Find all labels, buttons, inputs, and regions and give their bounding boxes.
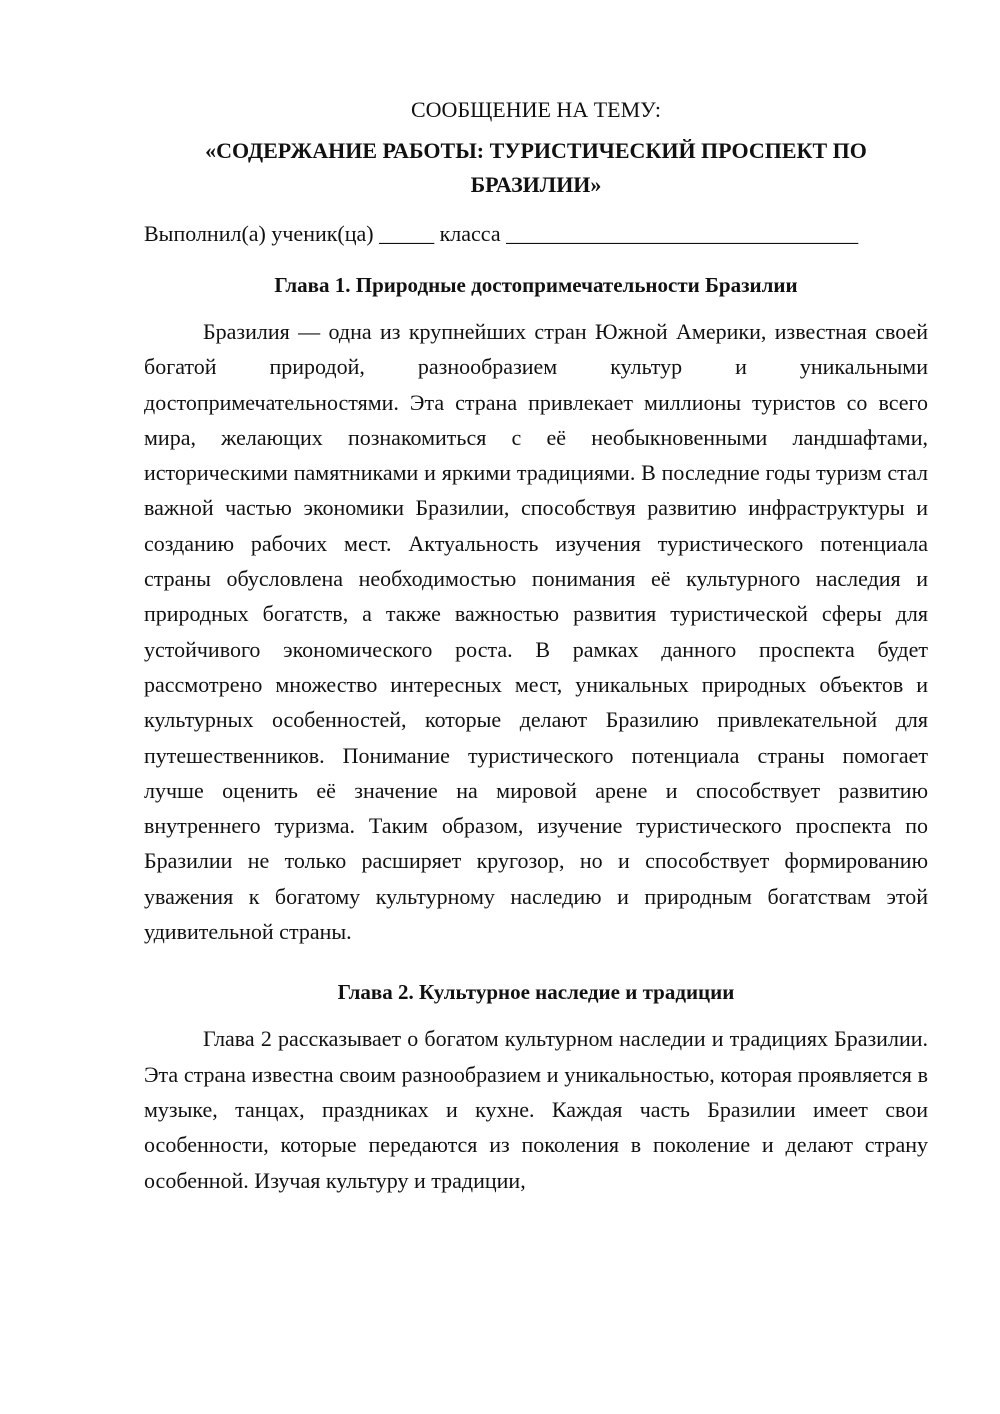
document-title: «СОДЕРЖАНИЕ РАБОТЫ: ТУРИСТИЧЕСКИЙ ПРОСПЕКТ ПО БРАЗИЛИИ» xyxy=(205,138,867,197)
chapter-1-paragraph: Бразилия — одна из крупнейших стран Южной Америки, известная своей богатой природой, разнообразием культур и уникальными достопримечательностями. Эта страна привлекает миллионы туристов со всего мира, желающих познакомиться с её необыкновенными ландшафтами, историческими памятниками и яркими традициями. В последние годы туризм стал важной частью экономики Бразилии, способствуя развитию инфраструктуры и созданию рабочих мест. Актуальность изучения туристического потенциала страны обусловлена необходимостью понимания её культурного наследия и природных богатств, а также важностью развития туристической сферы для устойчивого экономического роста. В рамках данного проспекта будет рассмотрено множество интересных мест, уникальных природных объектов и культурных особенностей, которые делают Бразилию привлекательной для путешественников. Понимание туристического потенциала страны помогает лучше оценить её значение на мировой арене и способствует развитию внутреннего туризма. Таким образом, изучение туристического проспекта по Бразилии не только расширяет кругозор, но и способствует формированию уважения к богатому культурному наследию и природным богатствам этой удивительной страны. xyxy=(144,319,928,945)
document-type-heading: СООБЩЕНИЕ НА ТЕМУ: xyxy=(411,97,661,122)
document-page xyxy=(144,92,928,1198)
chapter-1-title: Глава 1. Природные достопримечательности Бразилии xyxy=(274,273,798,297)
author-line: Выполнил(а) ученик(ца) _____ класса ________________________________ xyxy=(144,221,859,246)
chapter-1 xyxy=(144,268,928,949)
chapter-2-paragraph: Глава 2 рассказывает о богатом культурном наследии и традициях Бразилии. Эта страна известна своим разнообразием и уникальностью, которая проявляется в музыке, танцах, праздниках и кухне. Каждая часть Бразилии имеет свои особенности, которые передаются из поколения в поколение и делают страну особенной. Изучая культуру и традиции, xyxy=(144,1026,928,1193)
chapter-2-title: Глава 2. Культурное наследие и традиции xyxy=(337,980,735,1005)
chapter-2 xyxy=(144,975,928,1197)
